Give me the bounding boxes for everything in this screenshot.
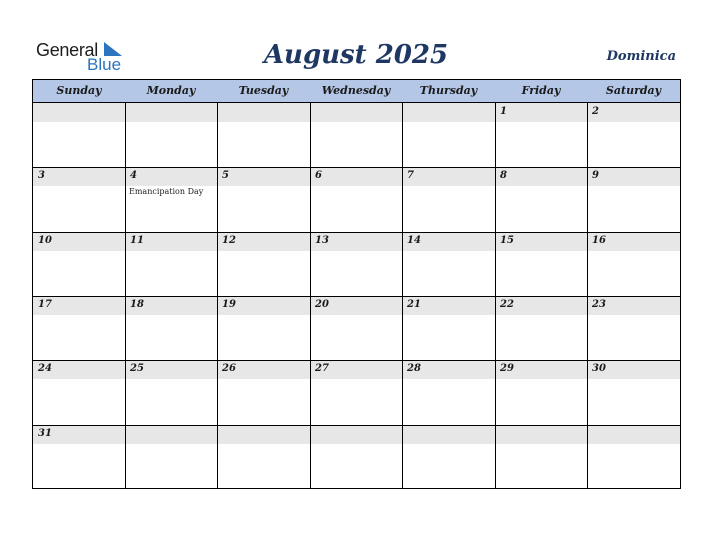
logo-text-blue: Blue (87, 55, 122, 74)
day-cell[interactable] (402, 296, 495, 360)
weekday-saturday: Saturday (605, 84, 662, 97)
day-number-band (402, 103, 495, 122)
weekday-header (33, 80, 680, 103)
day-number: 2 (592, 106, 599, 117)
day-number: 6 (315, 170, 322, 182)
day-cell[interactable] (587, 360, 680, 424)
day-number-band (495, 425, 587, 444)
day-cell[interactable] (495, 425, 587, 489)
day-number-band (402, 167, 495, 186)
day-number-band (310, 167, 402, 186)
weekday-tuesday: Tuesday (238, 84, 289, 97)
day-cell[interactable] (125, 103, 217, 167)
day-cell[interactable] (310, 360, 402, 424)
day-cell[interactable] (33, 232, 125, 296)
day-number-band (495, 167, 587, 186)
grid-line-vertical (125, 80, 126, 488)
day-number: 1 (500, 106, 507, 117)
day-cell[interactable] (125, 167, 217, 231)
day-cell[interactable] (402, 425, 495, 489)
day-cell[interactable] (495, 360, 587, 424)
day-cell[interactable] (125, 425, 217, 489)
weekday-thursday: Thursday (419, 84, 478, 97)
day-number: 8 (500, 170, 507, 182)
day-number: 5 (222, 170, 229, 182)
grid-line-vertical (402, 80, 403, 488)
day-cell[interactable] (33, 360, 125, 424)
day-cell[interactable] (402, 167, 495, 231)
day-cell[interactable] (310, 167, 402, 231)
grid-line-vertical (310, 80, 311, 488)
day-number: 11 (130, 234, 144, 246)
day-number: 29 (500, 363, 514, 375)
day-number-band (125, 103, 217, 122)
day-number-band (310, 425, 402, 444)
grid-line-vertical (587, 80, 588, 488)
day-number: 14 (407, 234, 421, 246)
day-number: 17 (38, 298, 52, 310)
day-cell[interactable] (402, 360, 495, 424)
grid-line-horizontal (33, 232, 680, 233)
day-number: 13 (315, 234, 329, 246)
day-number: 18 (130, 298, 144, 310)
day-cell[interactable] (33, 167, 125, 231)
day-number: 31 (38, 427, 52, 439)
day-number-band (33, 167, 125, 186)
day-number: 12 (222, 234, 236, 246)
day-cell[interactable] (217, 425, 310, 489)
day-cell[interactable] (587, 296, 680, 360)
logo-text-general: General (36, 40, 98, 60)
day-cell[interactable] (310, 232, 402, 296)
day-number-band (495, 103, 587, 122)
weekday-wednesday: Wednesday (321, 84, 391, 97)
grid-line-horizontal (33, 167, 680, 168)
day-cell[interactable] (125, 360, 217, 424)
day-cell[interactable] (217, 167, 310, 231)
weekday-sunday: Sunday (56, 84, 102, 97)
day-number: 10 (38, 234, 52, 246)
day-cell[interactable] (495, 232, 587, 296)
day-cell[interactable] (125, 232, 217, 296)
day-number: 7 (407, 170, 414, 182)
day-number: 4 (130, 170, 137, 182)
day-cell[interactable] (587, 232, 680, 296)
day-number-band (402, 425, 495, 444)
day-cell[interactable] (125, 296, 217, 360)
holiday-label: Emancipation Day (129, 187, 204, 197)
day-cell[interactable] (33, 103, 125, 167)
day-number-band (217, 425, 310, 444)
day-cell[interactable] (33, 425, 125, 489)
day-cell[interactable] (495, 103, 587, 167)
day-number: 21 (407, 298, 421, 310)
day-cell[interactable] (217, 103, 310, 167)
day-number-band (587, 167, 680, 186)
day-cell[interactable] (33, 296, 125, 360)
day-number-band (125, 425, 217, 444)
country-label: Dominica (606, 49, 676, 64)
weekday-monday: Monday (146, 84, 196, 97)
day-number: 3 (38, 170, 45, 182)
day-number: 26 (222, 363, 236, 375)
day-cell[interactable] (587, 103, 680, 167)
day-cell[interactable] (217, 360, 310, 424)
day-cell[interactable] (402, 232, 495, 296)
day-cell[interactable] (310, 296, 402, 360)
day-number: 24 (38, 363, 52, 375)
day-cell[interactable] (310, 103, 402, 167)
day-number: 16 (592, 234, 606, 246)
day-number: 25 (130, 363, 144, 375)
grid-line-horizontal (33, 425, 680, 426)
day-cell[interactable] (495, 167, 587, 231)
day-number-band (310, 103, 402, 122)
day-number-band (33, 103, 125, 122)
day-number: 20 (315, 298, 329, 310)
day-number: 22 (500, 298, 514, 310)
calendar-title: August 2025 (263, 40, 449, 70)
day-cell[interactable] (217, 296, 310, 360)
day-cell[interactable] (402, 103, 495, 167)
day-cell[interactable] (587, 167, 680, 231)
day-number-band (587, 425, 680, 444)
day-number-band (587, 103, 680, 122)
grid-line-horizontal (33, 296, 680, 297)
day-number-band (217, 103, 310, 122)
day-number: 28 (407, 363, 421, 375)
grid-line-vertical (495, 80, 496, 488)
day-number: 30 (592, 363, 606, 375)
day-cell[interactable] (495, 296, 587, 360)
grid-line-horizontal (33, 360, 680, 361)
day-cell[interactable] (310, 425, 402, 489)
day-number-band (217, 167, 310, 186)
calendar-grid (32, 79, 681, 489)
grid-line-vertical (217, 80, 218, 488)
day-number: 23 (592, 298, 606, 310)
day-number: 19 (222, 298, 236, 310)
day-number-band (125, 167, 217, 186)
day-cell[interactable] (217, 232, 310, 296)
day-number: 27 (315, 363, 329, 375)
weekday-friday: Friday (521, 84, 561, 97)
day-number: 9 (592, 170, 599, 182)
day-number: 15 (500, 234, 514, 246)
day-cell[interactable] (587, 425, 680, 489)
